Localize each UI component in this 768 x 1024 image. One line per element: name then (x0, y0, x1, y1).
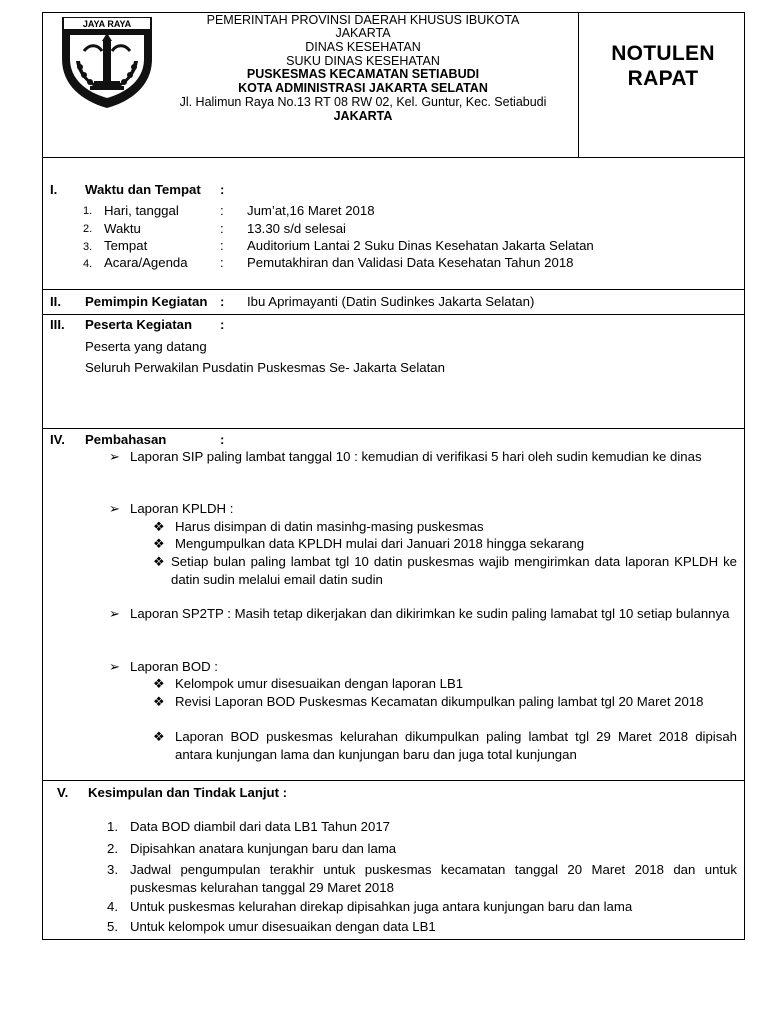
item-label: Hari, tanggal (104, 203, 179, 218)
conclusion-number: 2. (107, 841, 118, 856)
diamond-bullet-icon: ❖ (153, 676, 165, 691)
item-value: Jum’at,16 Maret 2018 (247, 203, 375, 218)
section4-colon: : (220, 432, 225, 447)
diamond-bullet-icon: ❖ (153, 536, 165, 551)
divider-header (43, 157, 744, 158)
item-colon: : (220, 221, 224, 236)
diamond-bullet-icon: ❖ (153, 729, 165, 744)
divider-section4 (43, 428, 744, 429)
arrow-bullet-icon: ➢ (109, 501, 120, 516)
section3-line-2: Seluruh Perwakilan Pusdatin Puskesmas Se- Jakarta Selatan (85, 360, 445, 375)
item-label: Waktu (104, 221, 141, 236)
arrow-bullet-icon: ➢ (109, 659, 120, 674)
header-line-4: SUKU DINAS KESEHATAN (286, 54, 440, 68)
section5-title: Kesimpulan dan Tindak Lanjut : (88, 785, 288, 800)
header-line-6: KOTA ADMINISTRASI JAKARTA SELATAN (238, 81, 488, 95)
item-colon: : (220, 203, 224, 218)
discussion-point-sip: Laporan SIP paling lambat tanggal 10 : kemudian di verifikasi 5 hari oleh sudin kemudian ke dinas (130, 449, 702, 464)
conclusion-number: 5. (107, 919, 118, 934)
conclusion-text: Jadwal pengumpulan terakhir untuk puskesmas kecamatan tanggal 20 Maret 2018 dan untuk puskesmas kelurahan tanggal 29 Maret 2018 (130, 862, 737, 895)
discussion-point-kpldh: Laporan KPLDH : (130, 501, 234, 516)
arrow-bullet-icon: ➢ (109, 606, 120, 621)
item-value: Pemutakhiran dan Validasi Data Kesehatan Tahun 2018 (247, 255, 574, 270)
conclusion-text: Data BOD diambil dari data LB1 Tahun 2017 (130, 819, 391, 834)
section4-number: IV. (50, 432, 65, 447)
document-frame (42, 12, 745, 940)
section2-number: II. (50, 294, 61, 309)
bod-subpoint: Revisi Laporan BOD Puskesmas Kecamatan dikumpulkan paling lambat tgl 20 Maret 2018 (175, 694, 704, 709)
divider-section2 (43, 289, 744, 290)
header-line-1: PEMERINTAH PROVINSI DAERAH KHUSUS IBUKOTA (206, 13, 520, 27)
section3-number: III. (50, 317, 65, 332)
conclusion-number: 1. (107, 819, 118, 834)
doc-title (580, 41, 746, 91)
section4-title: Pembahasan (85, 432, 167, 447)
header-line-3: DINAS KESEHATAN (305, 40, 421, 54)
conclusion-text: Dipisahkan anatara kunjungan baru dan lama (130, 841, 397, 856)
section3-colon: : (220, 317, 225, 332)
conclusion-text: Untuk puskesmas kelurahan direkap dipisahkan juga antara kunjungan baru dan lama (130, 899, 633, 914)
section1-colon: : (220, 182, 225, 197)
item-value: Auditorium Lantai 2 Suku Dinas Kesehatan Jakarta Selatan (247, 238, 594, 253)
section3-title: Peserta Kegiatan (85, 317, 193, 332)
section1-number: I. (50, 182, 58, 197)
header-line-2: JAKARTA (335, 26, 391, 40)
item-label: Tempat (104, 238, 148, 253)
header-divider (578, 13, 579, 157)
item-colon: : (220, 255, 224, 270)
doc-title-line-1: NOTULEN (611, 42, 715, 65)
divider-section3 (43, 314, 744, 315)
section1-title: Waktu dan Tempat (85, 182, 201, 197)
item-label: Acara/Agenda (104, 255, 188, 270)
arrow-bullet-icon: ➢ (109, 449, 120, 464)
conclusion-number: 3. (107, 862, 118, 877)
item-number: 4. (83, 258, 93, 270)
item-number: 3. (83, 241, 93, 253)
bod-subpoint: Laporan BOD puskesmas kelurahan dikumpulkan paling lambat tgl 29 Maret 2018 dipisah antara kunjungan lama dan kunjungan baru dan juga total kunjungan (175, 729, 737, 762)
kpldh-subpoint: Setiap bulan paling lambat tgl 10 datin puskesmas wajib mengirimkan data laporan KPLDH ke datin sudin melalui email datin sudin (171, 554, 737, 587)
item-colon: : (220, 238, 224, 253)
header-address: Jl. Halimun Raya No.13 RT 08 RW 02, Kel. Guntur, Kec. Setiabudi (179, 95, 547, 109)
bod-subpoint: Kelompok umur disesuaikan dengan laporan LB1 (175, 676, 464, 691)
section5-number: V. (57, 785, 69, 800)
diamond-bullet-icon: ❖ (153, 694, 165, 709)
section2-title: Pemimpin Kegiatan (85, 294, 208, 309)
discussion-point-bod: Laporan BOD : (130, 659, 218, 674)
kpldh-subpoint: Mengumpulkan data KPLDH mulai dari Januari 2018 hingga sekarang (175, 536, 585, 551)
item-number: 1. (83, 205, 93, 217)
item-value: 13.30 s/d selesai (247, 221, 346, 236)
kpldh-subpoint: Harus disimpan di datin masinhg-masing puskesmas (175, 519, 484, 534)
diamond-bullet-icon: ❖ (153, 519, 165, 534)
divider-section5 (43, 780, 744, 781)
svg-text:JAYA RAYA: JAYA RAYA (82, 19, 132, 29)
discussion-point-sp2tp: Laporan SP2TP : Masih tetap dikerjakan dan dikirimkan ke sudin paling lamabat tgl 10 setiap bulannya (130, 606, 730, 621)
section3-line-1: Peserta yang datang (85, 339, 207, 354)
conclusion-text: Untuk kelompok umur disesuaikan dengan data LB1 (130, 919, 436, 934)
conclusion-number: 4. (107, 899, 118, 914)
header-city: JAKARTA (333, 109, 393, 123)
section2-colon: : (220, 294, 225, 309)
diamond-bullet-icon: ❖ (153, 554, 165, 569)
item-number: 2. (83, 223, 93, 235)
doc-title-line-2: RAPAT (627, 67, 699, 91)
header-line-5: PUSKESMAS KECAMATAN SETIABUDI (246, 67, 480, 81)
jaya-raya-logo (58, 15, 156, 109)
section2-value: Ibu Aprimayanti (Datin Sudinkes Jakarta Selatan) (247, 294, 535, 309)
